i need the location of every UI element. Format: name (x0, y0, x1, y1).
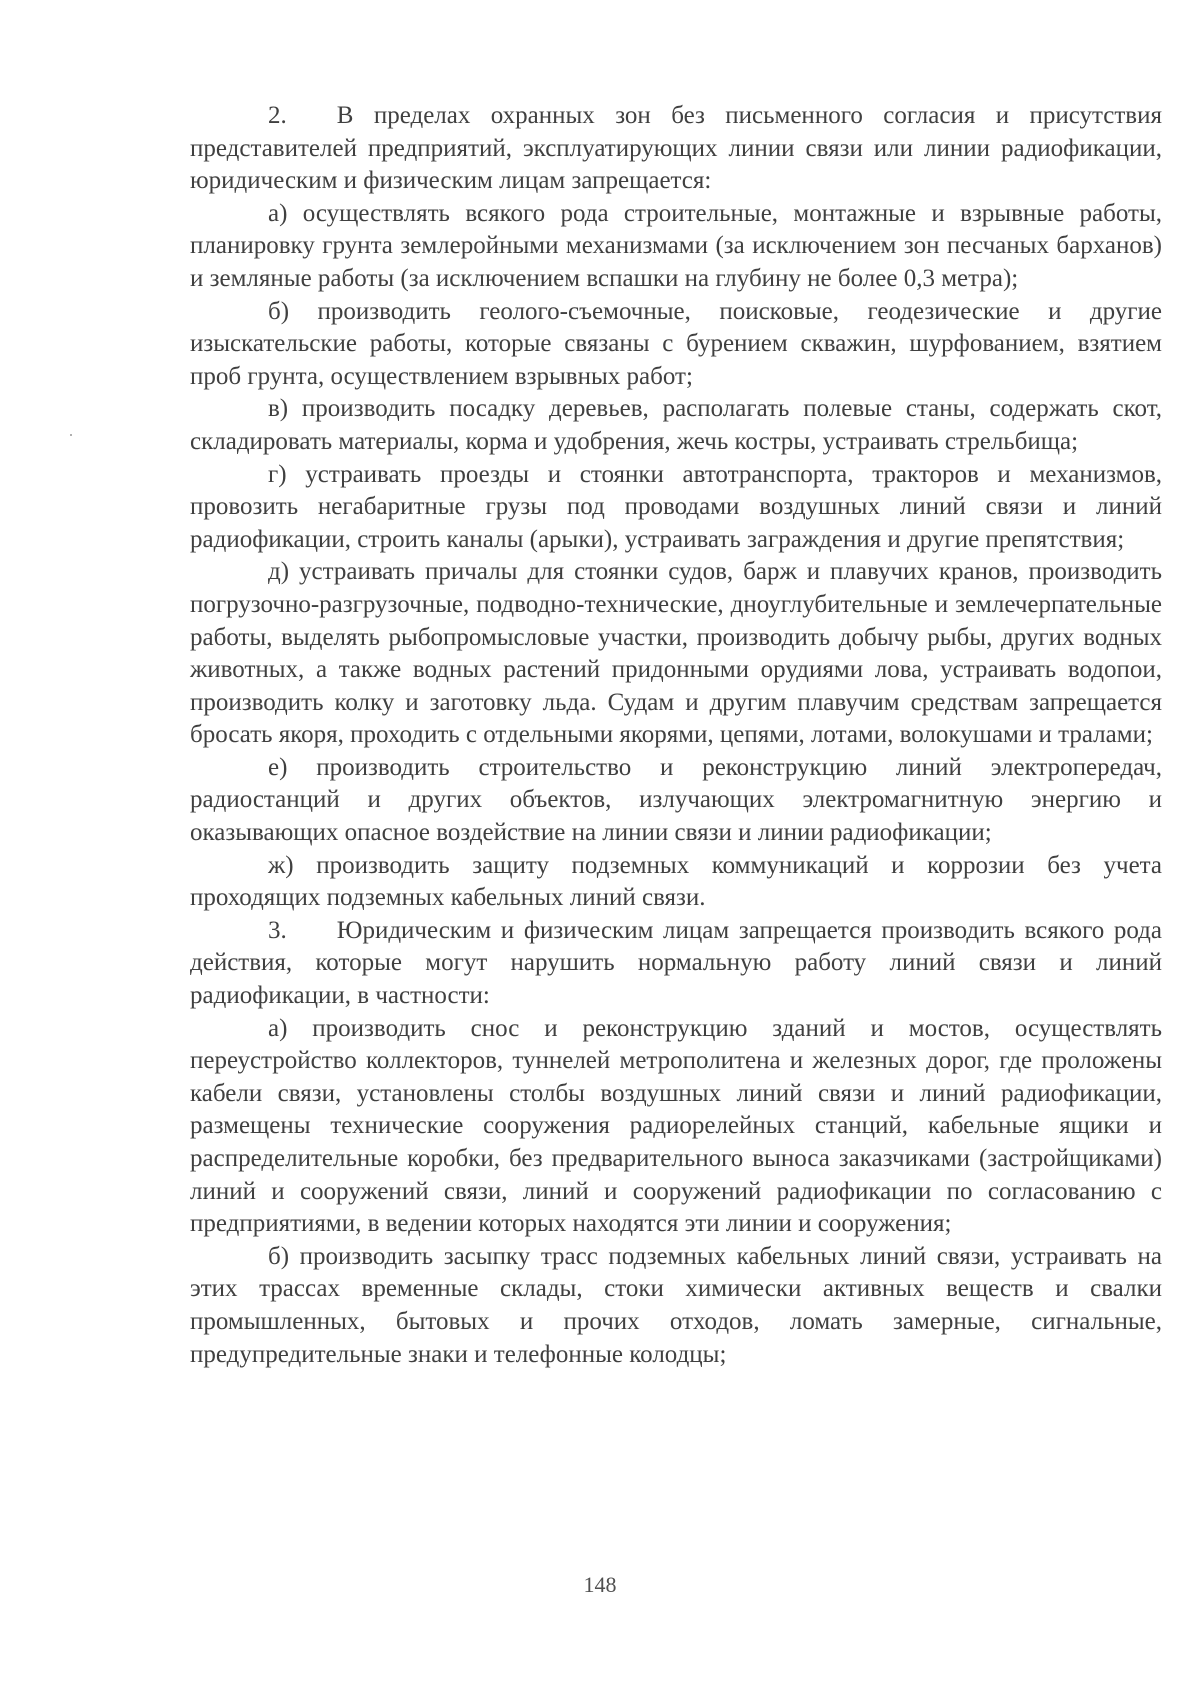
document-body (190, 100, 1162, 1371)
scan-speck (70, 434, 72, 436)
paragraph-item-b-2: б) производить засыпку трасс подземных кабельных линий связи, устраивать на этих трассах временные склады, стоки химически активных веществ и свалки промышленных, бытовых и прочих отходов, ломать замерные, сигнальные, предупредительные знаки и телефонные колодцы; (190, 1242, 1162, 1368)
paragraph-item-g: г) устраивать проезды и стоянки автотранспорта, тракторов и механизмов, провозить негабаритные грузы под проводами воздушных линий связи и линий радиофикации, строить каналы (арыки), устраивать заграждения и другие препятствия; (190, 460, 1162, 553)
paragraph-item-v: в) производить посадку деревьев, располагать полевые станы, содержать скот, складировать материалы, корма и удобрения, жечь костры, устраивать стрельбища; (190, 395, 1162, 455)
paragraph-clause-3: 3. Юридическим и физическим лицам запрещается производить всякого рода действия, которые могут нарушить нормальную работу линий связи и линий радиофикации, в частности: (190, 916, 1162, 1010)
page-number: 148 (583, 1572, 617, 1597)
paragraph-clause-2: 2. В пределах охранных зон без письменного согласия и присутствия представителей предприятий, эксплуатирующих линии связи или линии радиофикации, юридическим и физическим лицам запрещается: (190, 102, 1162, 195)
paragraph-item-b: б) производить геолого-съемочные, поисковые, геодезические и другие изыскательские работы, которые связаны с бурением скважин, шурфованием, взятием проб грунта, осуществлением взрывных работ; (190, 297, 1162, 390)
paragraph-item-zh: ж) производить защиту подземных коммуникаций и коррозии без учета проходящих подземных кабельных линий связи. (190, 851, 1162, 912)
paragraph-item-a: а) осуществлять всякого рода строительные, монтажные и взрывные работы, планировку грунта землеройными механизмами (за исключением зон песчаных барханов) и земляные работы (за исключением вспашки на глубину не более 0,3 метра); (190, 199, 1162, 292)
paragraph-item-a-2: а) производить снос и реконструкцию зданий и мостов, осуществлять переустройство коллекторов, туннелей метрополитена и железных дорог, где проложены кабели связи, установлены столбы воздушных линий связи и линий радиофикации, размещены технические сооружения радиорелейных станций, кабельные ящики и распределительные коробки, без предварительного выноса заказчиками (застройщиками) линий и сооружений связи, линий и сооружений радиофикации по согласованию с предприятиями, в ведении которых находятся эти линии и сооружения; (190, 1014, 1162, 1238)
paragraph-item-e: е) производить строительство и реконструкцию линий электропередач, радиостанций и других объектов, излучающих электромагнитную энергию и оказывающих опасное воздействие на линии связи и линии радиофикации; (190, 753, 1162, 847)
paragraph-item-d: д) устраивать причалы для стоянки судов, барж и плавучих кранов, производить погрузочно-разгрузочные, подводно-технические, дноуглубительные и землечерпательные работы, выделять рыбопромысловые участки, производить добычу рыбы, других водных животных, а также водных растений придонными орудиями лова, устраивать водопои, производить колку и заготовку льда. Судам и другим плавучим средствам запрещается бросать якоря, проходить с отдельными якорями, цепями, лотами, волокушами и тралами; (190, 558, 1162, 749)
